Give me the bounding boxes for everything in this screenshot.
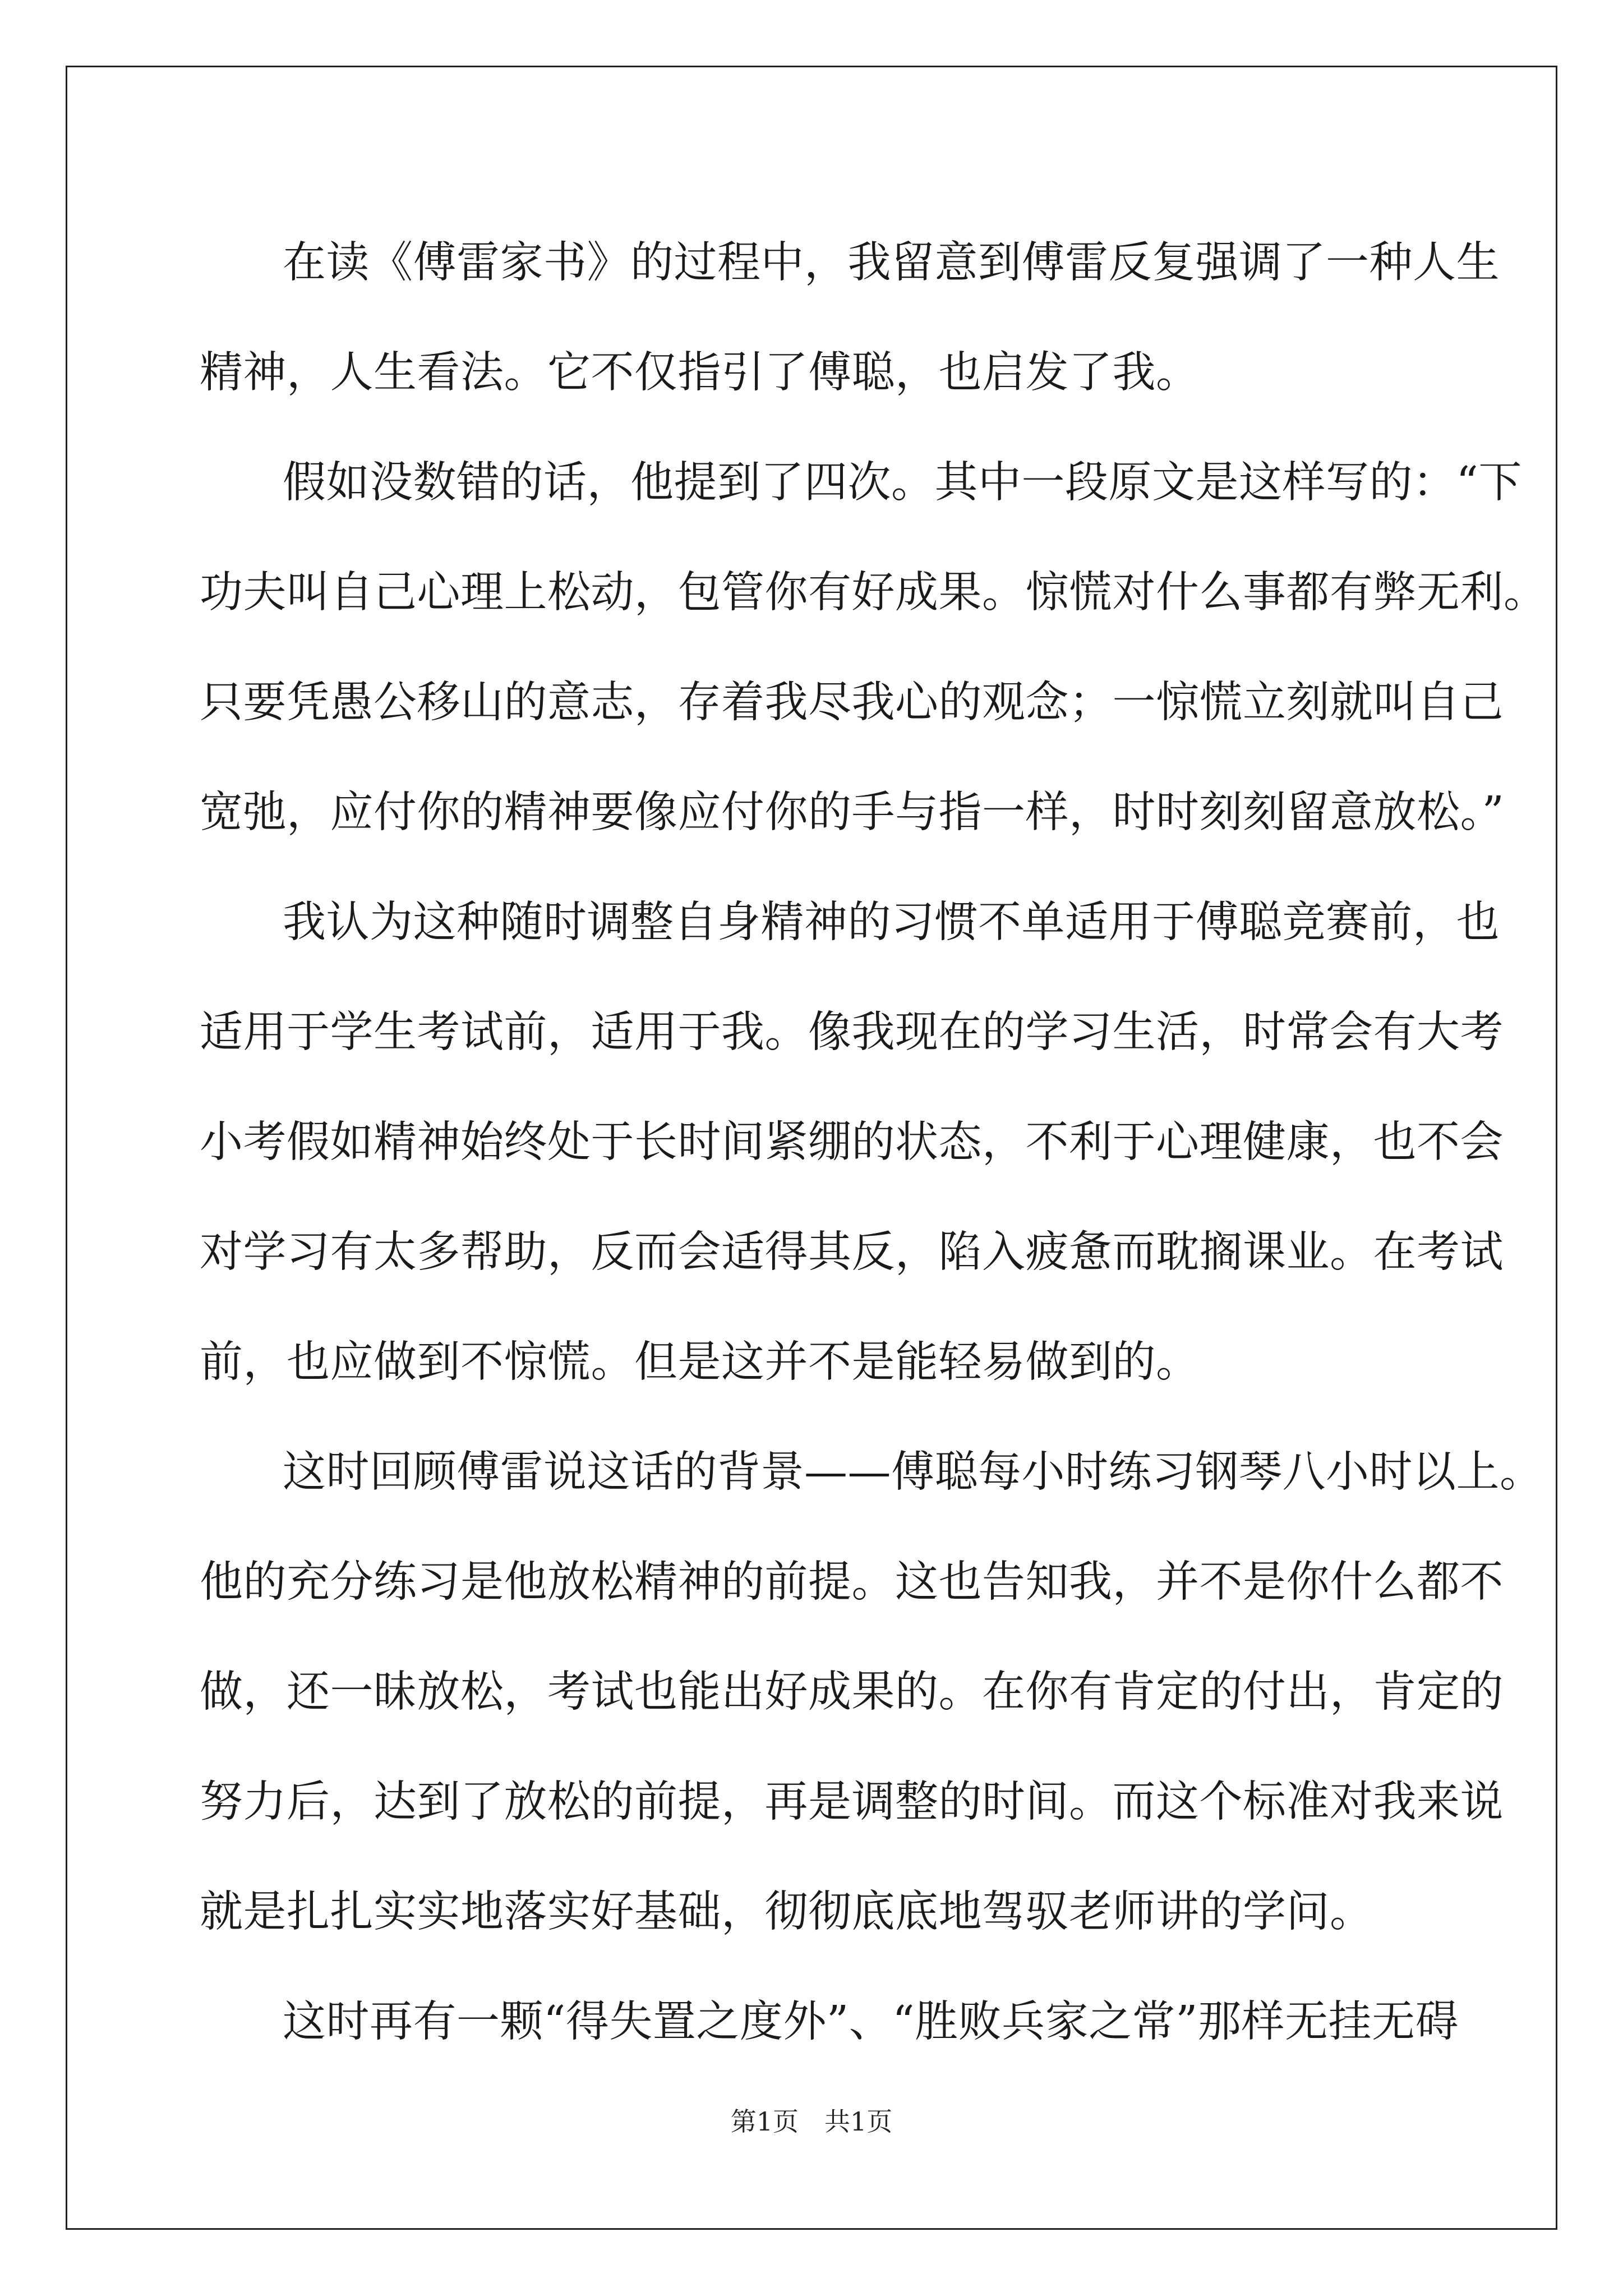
page-number-footer: 第1页 共1页 [730, 2106, 893, 2137]
text-line: 努力后，达到了放松的前提，再是调整的时间。而这个标准对我来说 [200, 1777, 1504, 1827]
text-line: 做，还一昧放松，考试也能出好成果的。在你有肯定的付出，肯定的 [200, 1667, 1504, 1717]
text-line: 只要凭愚公移山的意志，存着我尽我心的观念；一惊慌立刻就叫自己 [200, 677, 1504, 728]
text-line: 精神，人生看法。它不仅指引了傅聪，也启发了我。 [200, 347, 1200, 398]
text-line: 这时回顾傅雷说这话的背景——傅聪每小时练习钢琴八小时以上。 [283, 1447, 1543, 1497]
text-line: 这时再有一颗“得失置之度外”、“胜败兵家之常”那样无挂无碍 [283, 1996, 1459, 2047]
document-body [200, 208, 1547, 2077]
text-line: 小考假如精神始终处于长时间紧绷的状态，不利于心理健康，也不会 [200, 1117, 1504, 1167]
text-line: 功夫叫自己心理上松动，包管你有好成果。惊慌对什么事都有弊无利。 [200, 567, 1547, 618]
text-line: 就是扎扎实实地落实好基础，彻彻底底地驾驭老师讲的学问。 [200, 1887, 1373, 1937]
text-line: 前，也应做到不惊慌。但是这并不是能轻易做到的。 [200, 1337, 1200, 1387]
text-line: 宽弛，应付你的精神要像应付你的手与指一样，时时刻刻留意放松。” [200, 787, 1505, 838]
text-line: 在读《傅雷家书》的过程中，我留意到傅雷反复强调了一种人生 [283, 237, 1500, 288]
text-line: 假如没数错的话，他提到了四次。其中一段原文是这样写的：“下 [283, 457, 1522, 508]
text-line: 我认为这种随时调整自身精神的习惯不单适用于傅聪竞赛前，也 [283, 897, 1500, 947]
text-line: 对学习有太多帮助，反而会适得其反，陷入疲惫而耽搁课业。在考试 [200, 1227, 1504, 1277]
text-line: 适用于学生考试前，适用于我。像我现在的学习生活，时常会有大考 [200, 1007, 1504, 1057]
text-line: 他的充分练习是他放松精神的前提。这也告知我，并不是你什么都不 [200, 1557, 1504, 1607]
